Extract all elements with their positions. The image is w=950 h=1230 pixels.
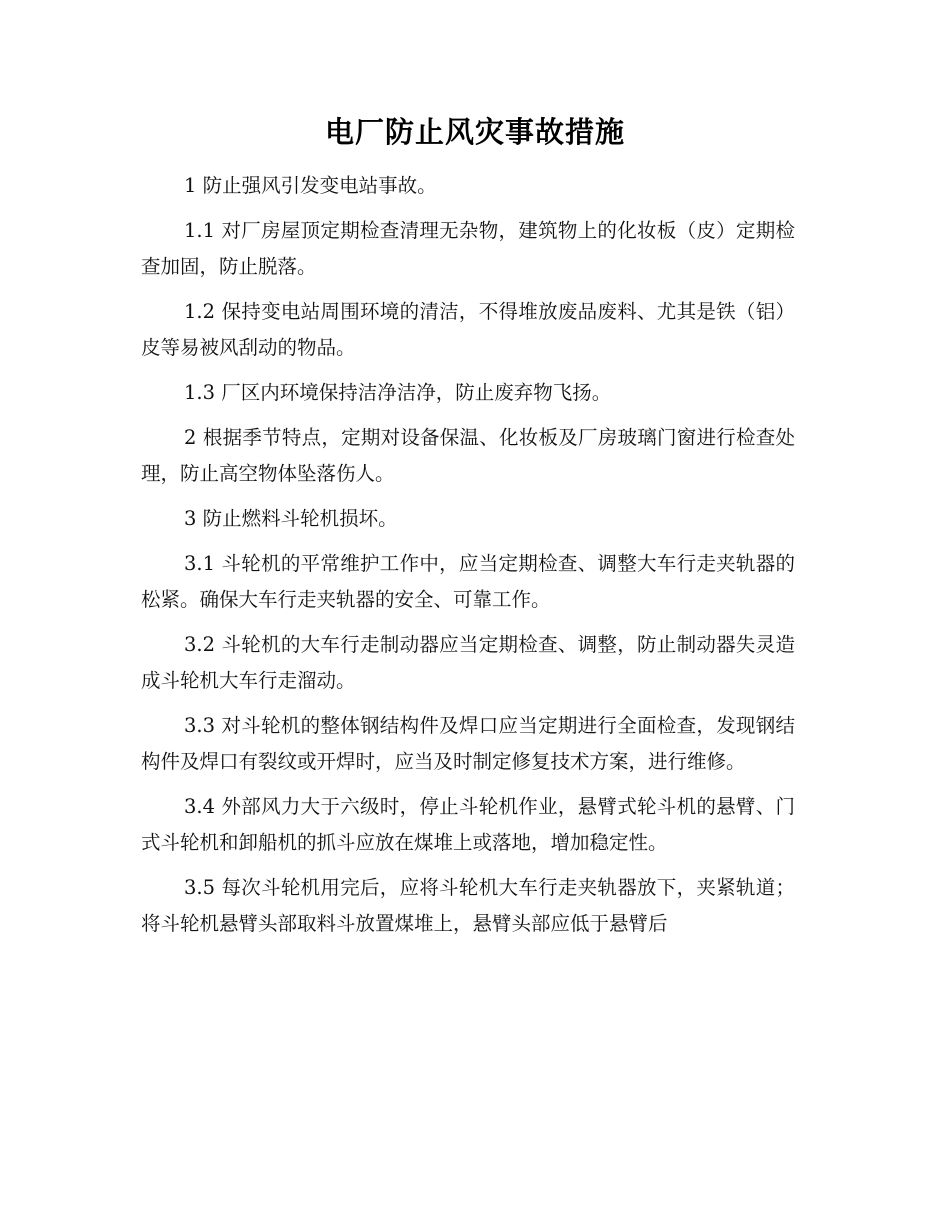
paragraph-2: 2 根据季节特点，定期对设备保温、化妆板及厂房玻璃门窗进行检查处理，防止高空物体坠落伤人。 [141, 426, 795, 485]
paragraph-3-2: 3.2 斗轮机的大车行走制动器应当定期检查、调整，防止制动器失灵造成斗轮机大车行走溜动。 [141, 633, 795, 692]
paragraph-3-1: 3.1 斗轮机的平常维护工作中，应当定期检查、调整大车行走夹轨器的松紧。确保大车行走夹轨器的安全、可靠工作。 [141, 552, 795, 611]
document-title: 电厂防止风灾事故措施 [324, 115, 625, 149]
document-body [141, 168, 795, 951]
paragraph-3-3: 3.3 对斗轮机的整体钢结构件及焊口应当定期进行全面检查，发现钢结构件及焊口有裂纹或开焊时，应当及时制定修复技术方案，进行维修。 [141, 714, 795, 773]
paragraph-1-3: 1.3 厂区内环境保持洁净洁净，防止废弃物飞扬。 [184, 381, 612, 404]
paragraph-3-5: 3.5 每次斗轮机用完后，应将斗轮机大车行走夹轨器放下，夹紧轨道；将斗轮机悬臂头部取料斗放置煤堆上，悬臂头部应低于悬臂后 [141, 876, 795, 935]
paragraph-3-4: 3.4 外部风力大于六级时，停止斗轮机作业，悬臂式轮斗机的悬臂、门式斗轮机和卸船机的抓斗应放在煤堆上或落地，增加稳定性。 [141, 795, 795, 854]
paragraph-1: 1 防止强风引发变电站事故。 [184, 174, 437, 197]
paragraph-3: 3 防止燃料斗轮机损坏。 [184, 507, 398, 530]
paragraph-1-1: 1.1 对厂房屋顶定期检查清理无杂物，建筑物上的化妆板（皮）定期检查加固，防止脱落。 [141, 219, 795, 278]
paragraph-1-2: 1.2 保持变电站周围环境的清洁，不得堆放废品废料、尤其是铁（铝）皮等易被风刮动的物品。 [141, 300, 795, 359]
